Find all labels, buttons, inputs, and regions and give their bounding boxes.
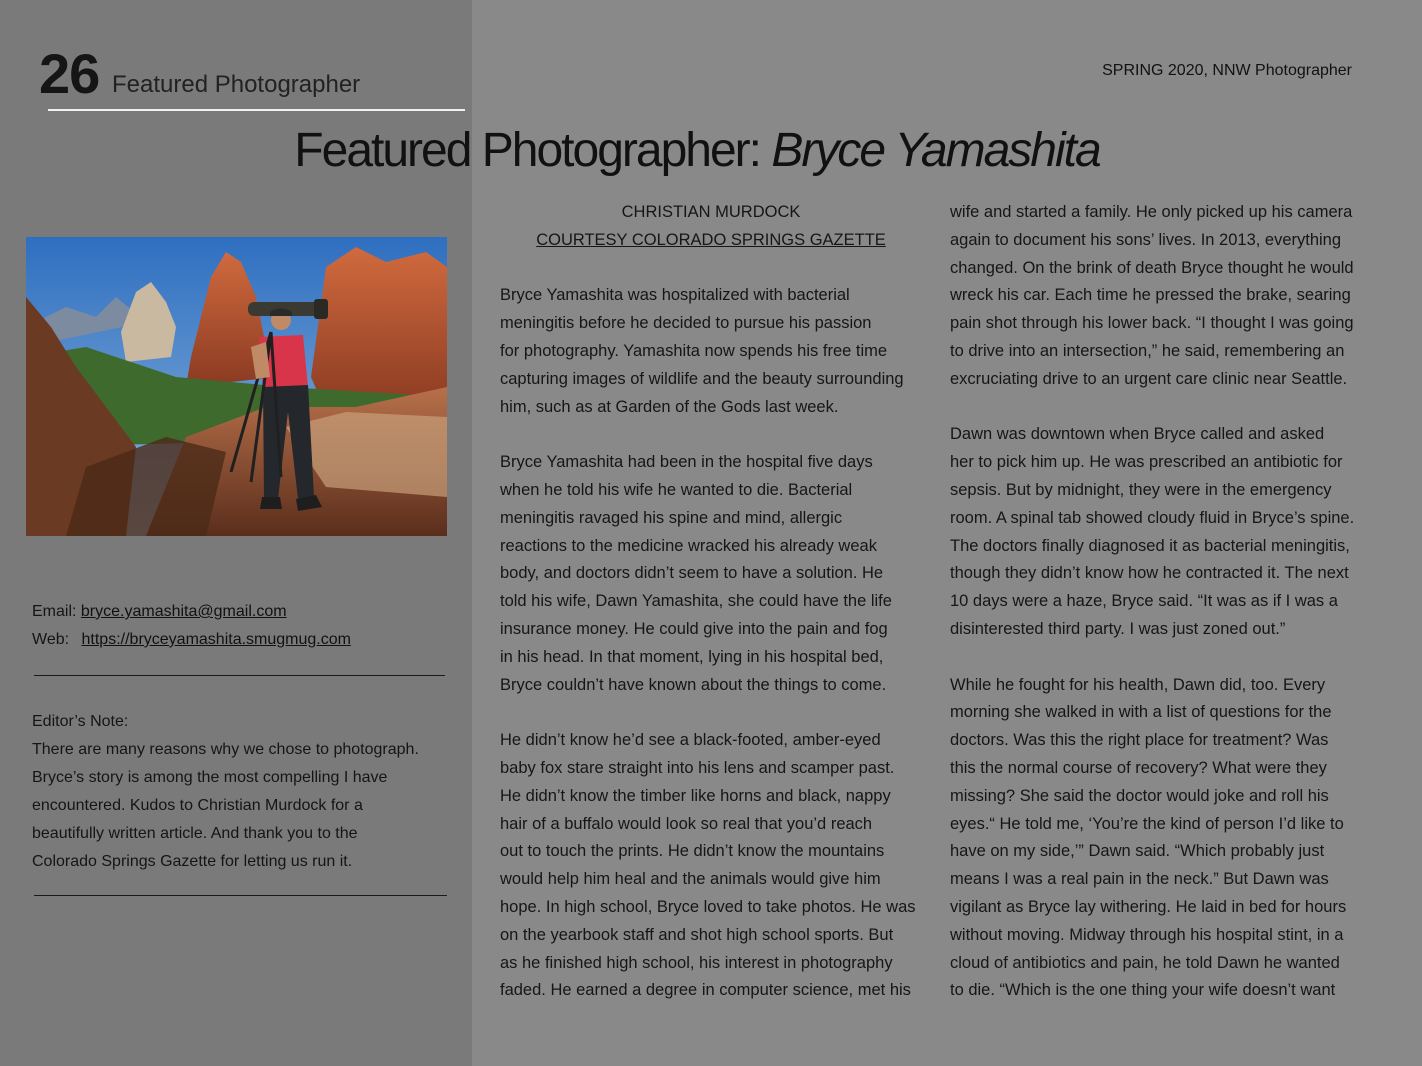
email-line	[32, 598, 452, 626]
contact-divider	[34, 675, 445, 676]
editor-note-title: Editor’s Note:	[32, 713, 129, 730]
text-line: have on my side,’” Dawn said. “Which probably just	[950, 842, 1325, 861]
editor-note-line: Colorado Springs Gazette for letting us run it.	[32, 853, 353, 870]
editor-note	[32, 708, 452, 876]
text-line: wife and started a family. He only picked up his camera	[950, 203, 1353, 221]
text-line: While he fought for his health, Dawn did, too. Every	[950, 675, 1326, 694]
text-line: room. A spinal tab showed cloudy fluid in Bryce’s spine.	[950, 508, 1355, 527]
section-name: Featured Photographer	[112, 71, 361, 98]
article-column-2	[950, 199, 1390, 1005]
text-line: changed. On the brink of death Bryce thought he would	[950, 258, 1354, 277]
text-line: 10 days were a haze, Bryce said. “It was as if I was a	[950, 592, 1338, 611]
text-line: faded. He earned a degree in computer science, met his	[500, 981, 911, 1000]
text-line: when he told his wife he wanted to die. Bacterial	[500, 480, 853, 499]
paragraph-2	[500, 449, 940, 699]
text-line: this the normal course of recovery? What were they	[950, 758, 1327, 777]
text-line: hair of a buffalo would look so real that you’d reach	[500, 814, 873, 833]
paragraph-4	[950, 199, 1390, 394]
text-line: doctors. Was this the right place for treatment? Was	[950, 731, 1329, 750]
text-line: wreck his car. Each time he pressed the brake, searing	[950, 286, 1351, 305]
text-line: body, and doctors didn’t seem to have a solution. He	[500, 564, 884, 583]
editor-note-line: beautifully written article. And thank you to the	[32, 825, 358, 842]
web-label: Web:	[32, 631, 70, 648]
article-column-1	[500, 199, 940, 1005]
text-line: as he finished high school, his interest in photography	[500, 953, 893, 972]
headline-prefix: Featured Photographer:	[294, 124, 772, 177]
text-line: out to touch the prints. He didn’t know the mountains	[500, 842, 885, 861]
paragraph-6	[950, 672, 1390, 1006]
email-label: Email:	[32, 603, 77, 620]
text-line: hope. In high school, Bryce loved to take photos. He was	[500, 897, 916, 916]
editor-note-line: encountered. Kudos to Christian Murdock for a	[32, 797, 363, 814]
text-line: reactions to the medicine wracked his already weak	[500, 536, 877, 555]
text-line: He didn’t know he’d see a black-footed, amber-eyed	[500, 731, 881, 750]
text-line: meningitis ravaged his spine and mind, allergic	[500, 508, 843, 527]
email-link[interactable]: bryce.yamashita@gmail.com	[80, 603, 287, 620]
text-line: He didn’t know the timber like horns and black, nappy	[500, 786, 891, 805]
article-headline	[0, 120, 1394, 182]
text-line: vigilant as Bryce lay withering. He laid in bed for hours	[950, 897, 1347, 916]
paragraph-5	[950, 421, 1390, 643]
text-line: missing? She said the doctor would joke and roll his	[950, 786, 1329, 805]
text-line: though they didn’t know how he contracted it. The next	[950, 564, 1349, 583]
page-number: 26	[39, 42, 100, 105]
editor-note-divider	[34, 895, 447, 896]
text-line: The doctors finally diagnosed it as bacterial meningitis,	[950, 536, 1350, 555]
editor-note-line: There are many reasons why we chose to photograph.	[32, 741, 419, 758]
text-line: for photography. Yamashita now spends his free time	[500, 341, 888, 360]
photo-credit: COURTESY COLORADO SPRINGS GAZETTE	[536, 230, 886, 249]
paragraph-1	[500, 282, 940, 421]
text-line: sepsis. But by midnight, they were in the emergency	[950, 480, 1332, 499]
text-line: excruciating drive to an urgent care clinic near Seattle.	[950, 369, 1348, 388]
text-line: means I was a real pain in the neck.” But Dawn was	[950, 870, 1329, 889]
header-divider	[48, 109, 465, 111]
contact-info	[32, 598, 452, 654]
text-line: him, such as at Garden of the Gods last week.	[500, 397, 839, 416]
web-line	[32, 626, 452, 654]
issue-label: SPRING 2020, NNW Photographer	[1102, 62, 1352, 79]
text-line: Bryce couldn’t have known about the things to come.	[500, 675, 887, 694]
text-line: meningitis before he decided to pursue his passion	[500, 314, 872, 333]
text-line: would help him heal and the animals would give him	[500, 870, 881, 889]
headline-name: Bryce Yamashita	[771, 124, 1100, 177]
text-line: baby fox stare straight into his lens and scamper past.	[500, 758, 895, 777]
text-line: on the yearbook staff and shot high school sports. But	[500, 925, 894, 944]
text-line: Bryce Yamashita was hospitalized with bacterial	[500, 286, 850, 305]
text-line: disinterested third party. I was just zoned out.”	[950, 619, 1286, 638]
author-byline: CHRISTIAN MURDOCK	[621, 203, 801, 221]
text-line: Dawn was downtown when Bryce called and asked	[950, 425, 1325, 444]
text-line: to die. “Which is the one thing your wife doesn’t want	[950, 981, 1336, 1000]
text-line: pain shot through his lower back. “I thought I was going	[950, 314, 1354, 333]
text-line: cloud of antibiotics and pain, he told Dawn he wanted	[950, 953, 1340, 972]
photographer-photo	[26, 237, 447, 536]
text-line: insurance money. He could give into the pain and fog	[500, 619, 888, 638]
text-line: morning she walked in with a list of questions for the	[950, 703, 1332, 722]
website-link[interactable]: https://bryceyamashita.smugmug.com	[81, 631, 351, 648]
text-line: in his head. In that moment, lying in his hospital bed,	[500, 647, 884, 666]
text-line: Bryce Yamashita had been in the hospital five days	[500, 453, 873, 472]
text-line: to drive into an intersection,” he said, remembering an	[950, 341, 1345, 360]
text-line: capturing images of wildlife and the beauty surrounding	[500, 369, 904, 388]
text-line: her to pick him up. He was prescribed an antibiotic for	[950, 453, 1343, 472]
text-line: without moving. Midway through his hospital stint, in a	[950, 925, 1344, 944]
text-line: told his wife, Dawn Yamashita, she could have the life	[500, 592, 892, 611]
editor-note-line: Bryce’s story is among the most compelling I have	[32, 769, 388, 786]
text-line: again to document his sons’ lives. In 2013, everything	[950, 230, 1342, 249]
text-line: eyes.“ He told me, ‘You’re the kind of person I’d like to	[950, 814, 1344, 833]
paragraph-3	[500, 727, 940, 1005]
